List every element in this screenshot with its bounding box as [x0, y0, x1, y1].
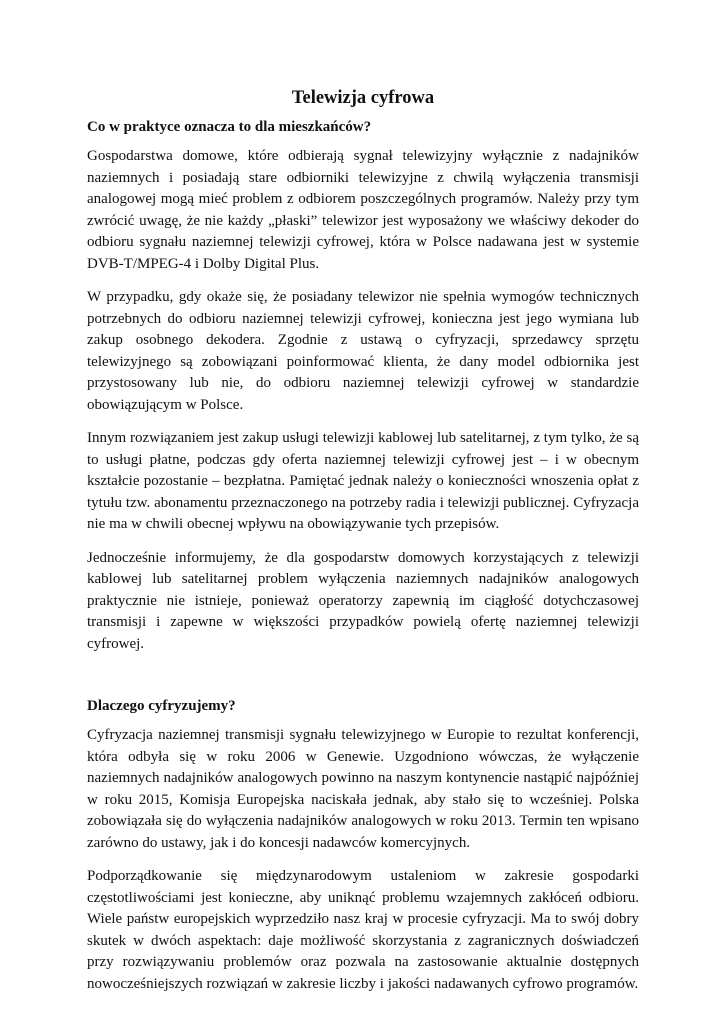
- section-why-digitize: [87, 696, 639, 995]
- paragraph: Podporządkowanie się międzynarodowym ustaleniom w zakresie gospodarki częstotliwościami jest konieczne, aby uniknąć problemu wzajemnych zakłóceń odbioru. Wiele państw europejskich wyprzedziło nasz kraj w procesie cyfryzacji. Ma to swój dobry skutek w dwóch aspektach: daje możliwość skorzystania z zagranicznych doświadczeń przy rozwiązywaniu problemów oraz pozwala na zastosowanie aktualnie dostępnych nowocześniejszych rozwiązań w zakresie liczby i jakości nadawanych cyfrowo programów.: [87, 868, 639, 992]
- section-heading: Dlaczego cyfryzujemy?: [87, 698, 236, 714]
- paragraph: Gospodarstwa domowe, które odbierają sygnał telewizyjny wyłącznie z nadajników naziemnych i posiadają stare odbiorniki telewizyjne z chwilą wyłączenia transmisji analogowej mogą mieć problem z odbiorem poszczególnych programów. Należy przy tym zwrócić uwagę, że nie każdy „płaski” telewizor jest wyposażony we właściwy dekoder do odbioru sygnału naziemnej telewizji cyfrowej, która w Polsce nadawana jest w systemie DVB-T/MPEG-4 i Dolby Digital Plus.: [87, 148, 639, 272]
- paragraph: Innym rozwiązaniem jest zakup usługi telewizji kablowej lub satelitarnej, z tym tylko, że są to usługi płatne, podczas gdy oferta naziemnej telewizji cyfrowej jest – i w obecnym kształcie pozostanie – bezpłatna. Pamiętać jednak należy o konieczności wnoszenia opłat z tytułu tzw. abonamentu przeznaczonego na potrzeby radia i telewizji publicznej. Cyfryzacja nie ma w chwili obecnej wpływu na obowiązywanie tych przepisów.: [87, 430, 639, 532]
- section-heading: Co w praktyce oznacza to dla mieszkańców?: [87, 119, 372, 135]
- paragraph: W przypadku, gdy okaże się, że posiadany telewizor nie spełnia wymogów technicznych potrzebnych do odbioru naziemnej telewizji cyfrowej, konieczna jest jego wymiana lub zakup osobnego dekodera. Zgodnie z ustawą o cyfryzacji, sprzedawcy sprzętu telewizyjnego są zobowiązani poinformować klienta, że dany model odbiornika jest przystosowany lub nie, do odbioru naziemnej telewizji cyfrowej w standardzie obowiązującym w Polsce.: [87, 289, 639, 413]
- paragraph: Cyfryzacja naziemnej transmisji sygnału telewizyjnego w Europie to rezultat konferencji, która odbyła się w roku 2006 w Genewie. Uzgodniono wówczas, że wyłączenie naziemnych nadajników analogowych powinno na naszym kontynencie nastąpić najpóźniej w roku 2015, Komisja Europejska naciskała jednak, aby stało się to wcześniej. Polska zobowiązała się do wyłączenia nadajników analogowych w roku 2013. Termin ten wpisano zarówno do ustawy, jak i do koncesji nadawców komercyjnych.: [87, 727, 639, 851]
- page-title: Telewizja cyfrowa: [291, 88, 435, 108]
- section-residents: [87, 117, 639, 655]
- paragraph: Jednocześnie informujemy, że dla gospodarstw domowych korzystających z telewizji kablowej lub satelitarnej problem wyłączenia naziemnych nadajników analogowych praktycznie nie istnieje, ponieważ operatorzy zapewnią im ciągłość dotychczasowej transmisji i zapewne w większości przypadków powielą ofertę naziemnej telewizji cyfrowej.: [87, 549, 639, 652]
